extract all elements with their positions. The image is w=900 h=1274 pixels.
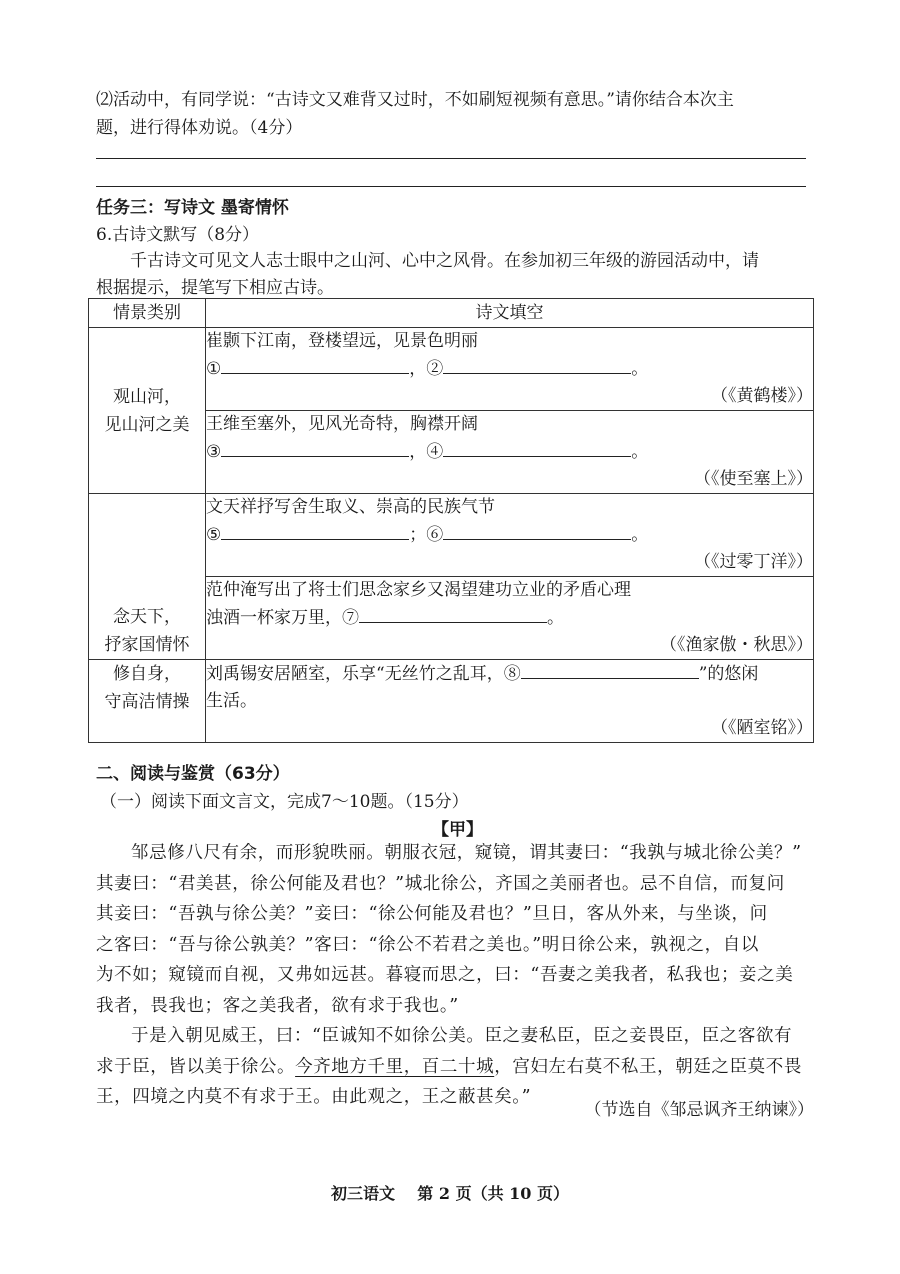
item-guolingdingyang [206, 494, 814, 577]
q6-title: 6.古诗文默写（8分） [96, 225, 260, 245]
blank-8[interactable] [521, 660, 699, 679]
passage-source: （节选自《邹忌讽齐王纳谏》） [584, 1100, 814, 1120]
q6-intro-line-1: 千古诗文可见文人志士眼中之山河、心中之风骨。在参加初三年级的游园活动中，请 [130, 251, 759, 271]
q2-line-1: ⑵活动中，有同学说：“古诗文又难背又过时，不如刷短视频有意思。”请你结合本次主 [96, 90, 734, 110]
item-line-2: 生活。 [206, 691, 257, 711]
category-3-line-2: 守高洁情操 [104, 692, 190, 712]
passage-line: 之客曰：“吾与徐公孰美？”客曰：“徐公不若君之美也。”明日徐公来，孰视之，自以 [96, 934, 759, 955]
blank-marker: ⑧ [503, 664, 521, 684]
passage-line: 王，四境之内莫不有求于王。由此观之，王之蔽甚矣。” [96, 1087, 532, 1107]
blank-marker: ⑥ [426, 525, 444, 545]
item-source: （《陋室铭》） [711, 718, 813, 738]
answer-line-2[interactable] [96, 186, 806, 187]
item-prompt: 王维至塞外，见风光奇特，胸襟开阔 [206, 414, 478, 434]
blank-marker: ⑤ [206, 525, 222, 545]
separator: ， [409, 359, 427, 379]
end-punct: 。 [631, 525, 649, 545]
category-2-line-1: 念天下， [113, 607, 181, 627]
blank-marker: ① [206, 359, 222, 379]
end-punct: 。 [631, 359, 649, 379]
answer-line-1[interactable] [96, 158, 806, 159]
blank-marker: ④ [426, 442, 444, 462]
section2-heading: 二、阅读与鉴赏（63分） [96, 764, 290, 784]
header-category: 情景类别 [89, 299, 206, 328]
category-1-line-2: 见山河之美 [104, 414, 190, 435]
part1-instruction: （一）阅读下面文言文，完成7～10题。（15分） [100, 792, 469, 812]
blank-marker: ③ [206, 442, 222, 462]
separator: ； [409, 525, 427, 545]
category-1-line-1: 观山河， [113, 386, 181, 407]
blank-7[interactable] [359, 604, 547, 623]
classical-passage [96, 838, 812, 1113]
poem-fill-table [88, 298, 814, 743]
jia-label: 【甲】 [432, 820, 483, 840]
item-source: （《黄鹤楼》） [711, 386, 813, 406]
passage-line: 于是入朝见威王，曰：“臣诚知不如徐公美。臣之妻私臣，臣之妾畏臣，臣之客欲有 [131, 1026, 793, 1046]
category-cell-2 [89, 494, 206, 660]
end-punct: 。 [547, 608, 564, 628]
q6-intro-line-2: 根据提示，提笔写下相应古诗。 [96, 278, 334, 298]
header-fill: 诗文填空 [206, 299, 814, 328]
passage-line: 为不如；窥镜而自视，又弗如远甚。暮寝而思之，曰：“吾妻之美我者，私我也；妾之美 [96, 965, 794, 985]
passage-text: ，宫妇左右莫不私王，朝廷之臣莫不畏 [494, 1056, 802, 1077]
blank-6[interactable] [443, 521, 631, 540]
task3-heading: 任务三：写诗文 墨寄情怀 [96, 198, 289, 218]
line-prefix: 浊酒一杯家万里， [206, 608, 342, 628]
blank-3[interactable] [221, 438, 409, 457]
separator: ， [409, 442, 427, 462]
category-cell-3 [89, 660, 206, 743]
item-yujiaao [206, 577, 814, 660]
passage-line-underlined [96, 1052, 812, 1083]
item-source: （《过零丁洋》） [694, 552, 813, 572]
page-footer: 初三语文 第 2 页（共 10 页） [331, 1184, 569, 1203]
item-huanghelou [206, 328, 814, 411]
blank-5[interactable] [221, 521, 409, 540]
item-source: （《使至塞上》） [694, 469, 813, 489]
q2-line-2: 题，进行得体劝说。（4分） [96, 118, 303, 138]
passage-line: 其妻曰：“君美甚，徐公何能及君也？”城北徐公，齐国之美丽者也。忌不自信，而复问 [96, 873, 785, 894]
blank-2[interactable] [443, 355, 631, 374]
blank-marker: ⑦ [342, 608, 359, 628]
item-prompt: 崔颢下江南，登楼望远，见景色明丽 [206, 331, 478, 351]
passage-line: 邹忌修八尺有余，而形貌昳丽。朝服衣冠，窥镜，谓其妻曰：“我孰与城北徐公美？” [131, 843, 802, 863]
item-prompt: 文天祥抒写舍生取义、崇高的民族气节 [206, 497, 495, 517]
item-prompt: 刘禹锡安居陋室，乐享“无丝竹之乱耳， [206, 664, 504, 684]
item-prompt: 范仲淹写出了将士们思念家乡又渴望建功立业的矛盾心理 [206, 580, 631, 600]
underlined-sentence: 今齐地方千里，百二十城 [295, 1056, 495, 1077]
item-loushiming [206, 660, 814, 743]
blank-1[interactable] [221, 355, 409, 374]
prompt-suffix: ”的悠闲 [698, 664, 759, 684]
category-cell-1 [89, 328, 206, 494]
category-2-line-2: 抒家国情怀 [104, 635, 190, 655]
blank-marker: ② [426, 359, 444, 379]
item-source: （《渔家傲・秋思》） [660, 635, 813, 655]
blank-4[interactable] [443, 438, 631, 457]
item-shizhisaishang [206, 411, 814, 494]
passage-line: 我者，畏我也；客之美我者，欲有求于我也。” [96, 995, 459, 1016]
passage-line: 其妾曰：“吾孰与徐公美？”妾曰：“徐公何能及君也？”旦日，客从外来，与坐谈，问 [96, 904, 768, 924]
end-punct: 。 [631, 442, 649, 462]
category-3-line-1: 修自身， [113, 664, 181, 684]
passage-text: 求于臣，皆以美于徐公。 [96, 1056, 296, 1077]
